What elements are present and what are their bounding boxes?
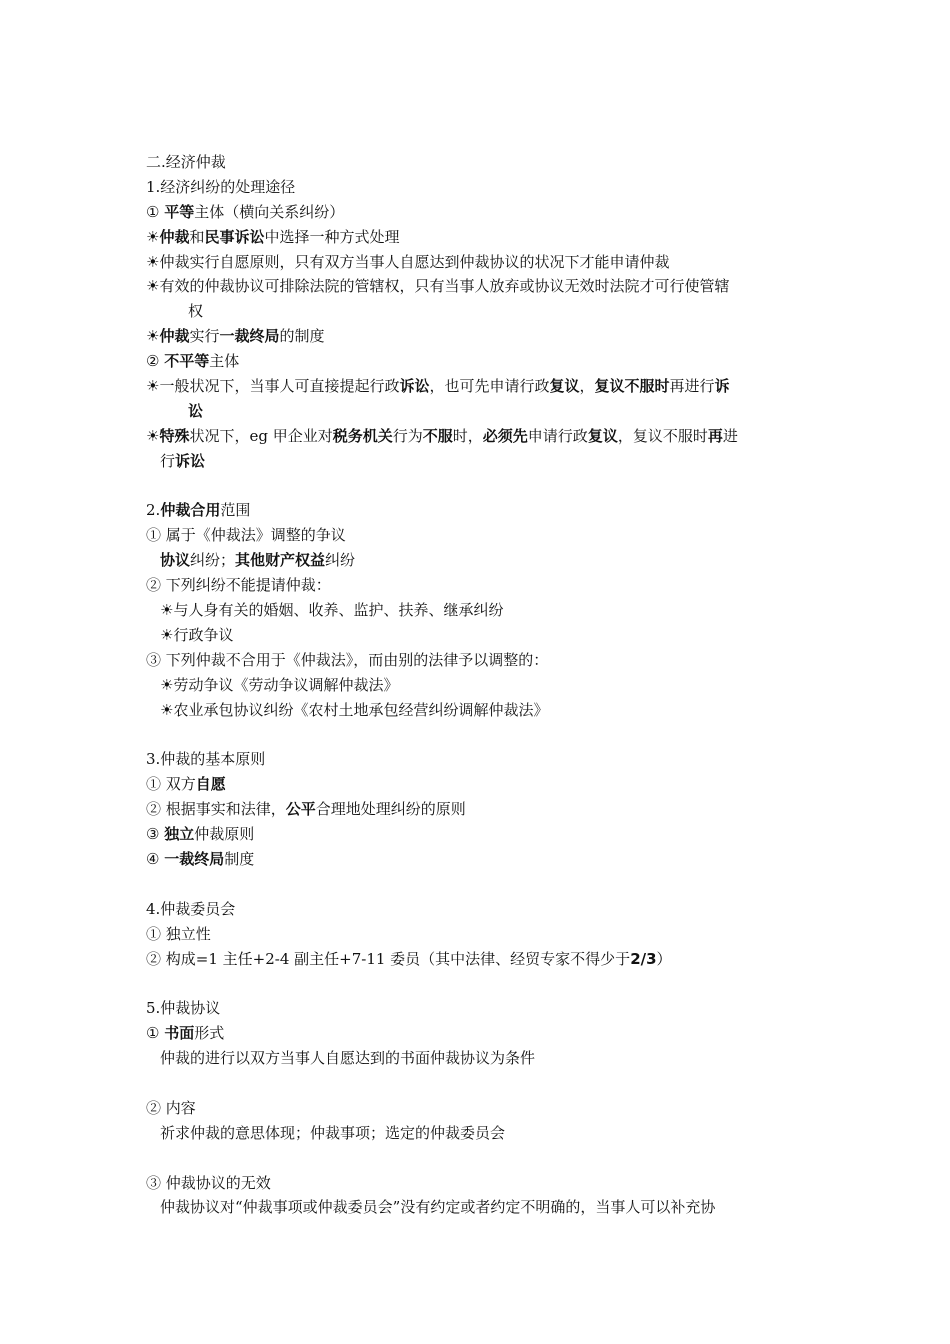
text-segment: ☀劳动争议《劳动争议调解仲裁法》 (160, 675, 399, 694)
text-segment: 5.仲裁协议 (146, 999, 221, 1018)
text-segment: 纠纷； (190, 551, 236, 570)
text-segment: ② 内容 (146, 1098, 196, 1117)
text-line (146, 847, 826, 872)
bold-text: 特殊 (159, 426, 190, 445)
text-line (146, 225, 826, 250)
bold-text: 必须先 (482, 426, 528, 445)
text-segment: 仲裁原则 (194, 825, 255, 844)
blank-line (146, 872, 826, 897)
text-line (146, 250, 826, 275)
text-segment: 中选择一种方式处理 (264, 227, 400, 246)
text-segment: ☀行政争议 (160, 625, 234, 644)
text-segment: ③ 下列仲裁不合用于《仲裁法》，而由别的法律予以调整的： (146, 650, 549, 669)
text-line (146, 274, 826, 299)
text-line (146, 623, 826, 648)
blank-line (146, 722, 826, 747)
bold-text: 协议 (160, 551, 191, 570)
text-line (146, 299, 826, 324)
text-line (146, 1171, 826, 1196)
text-segment: 时， (452, 426, 483, 445)
text-line (146, 772, 826, 797)
text-segment: 实行 (189, 327, 220, 346)
bold-text: 书面 (164, 1024, 195, 1043)
text-line (146, 673, 826, 698)
text-segment: 的制度 (279, 327, 325, 346)
text-segment: ☀ (146, 327, 160, 346)
bold-text: 仲裁 (159, 227, 190, 246)
bold-text: 仲裁合用 (160, 501, 221, 520)
text-segment: ，复议不服时 (617, 426, 708, 445)
bold-text: 诉讼 (399, 377, 430, 396)
bold-text: 2/3 (630, 949, 657, 968)
text-line (146, 324, 826, 349)
text-segment: ， (579, 377, 595, 396)
text-line (146, 1096, 826, 1121)
text-line (146, 399, 826, 424)
text-line (146, 150, 826, 175)
text-segment: 范围 (220, 501, 251, 520)
text-line (146, 897, 826, 922)
text-segment: 纠纷 (325, 551, 356, 570)
text-line (146, 548, 826, 573)
text-line (146, 598, 826, 623)
bold-text: 诉讼 (175, 451, 206, 470)
bold-text: 不服 (422, 426, 453, 445)
text-line (146, 374, 826, 399)
text-segment: ② 构成=1 主任+2-4 副主任+7-11 委员（其中法律、经贸专家不得少于 (146, 949, 631, 968)
text-segment: ☀有效的仲裁协议可排除法院的管辖权，只有当事人放弃或协议无效时法院才可行使管辖 (146, 277, 730, 296)
text-segment: 2. (146, 501, 161, 520)
text-segment: ① (146, 202, 165, 221)
text-line (146, 1021, 826, 1046)
bold-text: 一裁终局 (164, 849, 225, 868)
text-segment: ① (146, 1024, 165, 1043)
text-segment: ☀农业承包协议纠纷《农村土地承包经营纠纷调解仲裁法》 (160, 700, 549, 719)
text-segment: ② (146, 352, 165, 371)
text-segment: 行 (160, 451, 176, 470)
text-line (146, 349, 826, 374)
text-segment: ☀与人身有关的婚姻、收养、监护、扶养、继承纠纷 (160, 601, 504, 620)
text-segment: 行为 (392, 426, 423, 445)
bold-text: 再 (707, 426, 723, 445)
text-segment: 主体（横向关系纠纷） (194, 202, 345, 221)
text-segment: 和 (189, 227, 205, 246)
text-segment: ② 根据事实和法律， (146, 800, 286, 819)
bold-text: 诉 (714, 377, 730, 396)
text-segment: ② 下列纠纷不能提请仲裁： (146, 576, 331, 595)
text-line (146, 498, 826, 523)
blank-line (146, 1071, 826, 1096)
text-line (146, 424, 826, 449)
text-segment: 主体 (209, 352, 240, 371)
text-segment: ③ (146, 825, 165, 844)
bold-text: 民事诉讼 (204, 227, 265, 246)
document-body (146, 150, 826, 1220)
text-segment: 3.仲裁的基本原则 (146, 750, 266, 769)
text-segment: ④ (146, 849, 165, 868)
text-segment: 再进行 (669, 377, 715, 396)
text-segment: 状况下，eg 甲企业对 (189, 426, 333, 445)
text-segment: ，也可先申请行政 (429, 377, 550, 396)
text-segment: 1.经济纠纷的处理途径 (146, 177, 296, 196)
text-segment: 仲裁的进行以双方当事人自愿达到的书面仲裁协议为条件 (160, 1049, 536, 1068)
bold-text: 一裁终局 (219, 327, 280, 346)
text-segment: ☀一般状况下，当事人可直接提起行政 (146, 377, 400, 396)
text-line (146, 573, 826, 598)
text-segment: ① 属于《仲裁法》调整的争议 (146, 526, 346, 545)
text-segment: 二.经济仲裁 (146, 153, 226, 171)
text-line (146, 947, 826, 972)
text-segment: ☀仲裁实行自愿原则，只有双方当事人自愿达到仲裁协议的状况下才能申请仲裁 (146, 252, 670, 271)
bold-text: 其他财产权益 (235, 551, 326, 570)
bold-text: 不平等 (164, 352, 210, 371)
text-segment: ☀ (146, 227, 160, 246)
text-line (146, 1046, 826, 1071)
bold-text: 讼 (188, 401, 204, 420)
text-segment: ① 独立性 (146, 924, 211, 943)
bold-text: 复议不服时 (594, 377, 670, 396)
text-segment: 申请行政 (527, 426, 588, 445)
text-line (146, 698, 826, 723)
text-segment: ☀ (146, 426, 160, 445)
text-segment: 仲裁协议对“仲裁事项或仲裁委员会”没有约定或者约定不明确的，当事人可以补充协 (160, 1198, 716, 1217)
bold-text: 税务机关 (332, 426, 393, 445)
blank-line (146, 1146, 826, 1171)
bold-text: 平等 (164, 202, 195, 221)
text-line (146, 797, 826, 822)
bold-text: 独立 (164, 825, 195, 844)
text-segment: 祈求仲裁的意思体现；仲裁事项；选定的仲裁委员会 (160, 1123, 506, 1142)
text-line (146, 648, 826, 673)
text-line (146, 200, 826, 225)
text-segment: 权 (188, 302, 204, 321)
text-segment: 形式 (194, 1024, 225, 1043)
text-line (146, 1121, 826, 1146)
text-segment: ① 双方 (146, 775, 196, 794)
text-line (146, 747, 826, 772)
bold-text: 自愿 (195, 775, 226, 794)
blank-line (146, 474, 826, 499)
text-segment: 进 (722, 426, 738, 445)
text-segment: 合理地处理纠纷的原则 (315, 800, 466, 819)
text-line (146, 922, 826, 947)
bold-text: 公平 (285, 800, 316, 819)
bold-text: 复议 (587, 426, 618, 445)
blank-line (146, 971, 826, 996)
bold-text: 复议 (549, 377, 580, 396)
text-segment: 4.仲裁委员会 (146, 899, 236, 918)
text-line (146, 822, 826, 847)
text-segment: ） (656, 949, 672, 968)
text-segment: 制度 (224, 849, 255, 868)
text-line (146, 1195, 826, 1220)
text-line (146, 523, 826, 548)
text-line (146, 449, 826, 474)
bold-text: 仲裁 (159, 327, 190, 346)
text-line (146, 175, 826, 200)
text-segment: ③ 仲裁协议的无效 (146, 1173, 271, 1192)
text-line (146, 996, 826, 1021)
